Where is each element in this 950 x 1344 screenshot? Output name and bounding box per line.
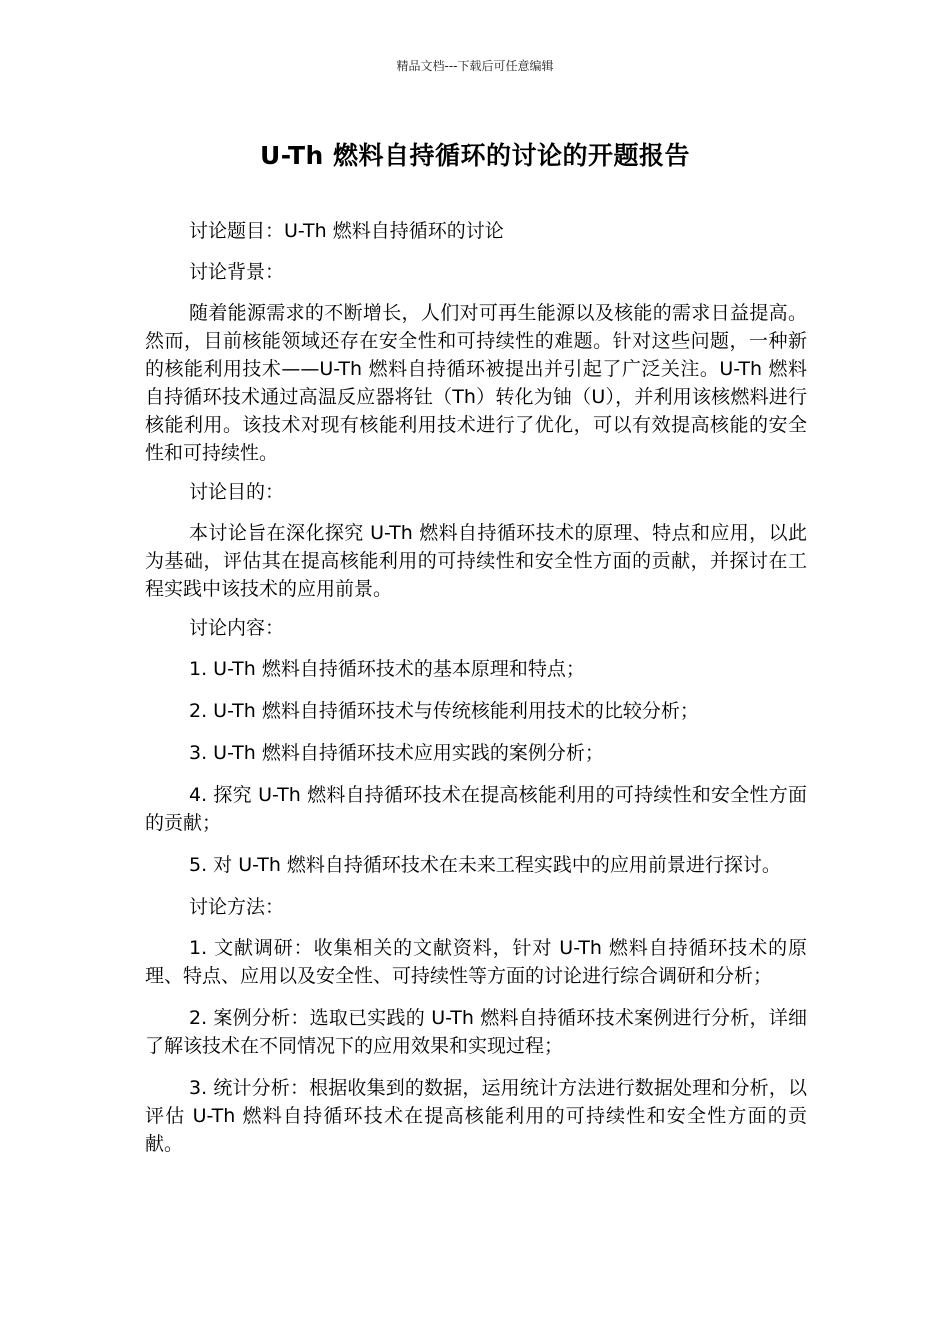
document-body <box>145 217 807 1172</box>
purpose-paragraph: 本讨论旨在深化探究 U-Th 燃料自持循环技术的原理、特点和应用，以此为基础，评估其在提高核能利用的可持续性和安全性方面的贡献，并探讨在工程实践中该技术的应用前景。 <box>145 522 807 600</box>
document-title: U-Th 燃料自持循环的讨论的开题报告 <box>259 141 691 170</box>
topic-line: 讨论题目：U-Th 燃料自持循环的讨论 <box>189 220 504 242</box>
method-heading: 讨论方法： <box>189 896 285 918</box>
content-item: 4. 探究 U-Th 燃料自持循环技术在提高核能利用的可持续性和安全性方面的贡献； <box>145 784 807 834</box>
background-paragraph: 随着能源需求的不断增长，人们对可再生能源以及核能的需求日益提高。然而，目前核能领域还存在安全性和可持续性的难题。针对这些问题，一种新的核能利用技术——U-Th 燃料自持循环被提出并引起了广泛关注。U-Th 燃料自持循环技术通过高温反应器将钍（Th）转化为铀（U），并利用该核燃料进行核能利用。该技术对现有核能利用技术进行了优化，可以有效提高核能的安全性和可持续性。 <box>145 302 807 464</box>
method-item: 3. 统计分析：根据收集到的数据，运用统计方法进行数据处理和分析，以评估 U-Th 燃料自持循环技术在提高核能利用的可持续性和安全性方面的贡献。 <box>145 1077 807 1155</box>
content-item: 5. 对 U-Th 燃料自持循环技术在未来工程实践中的应用前景进行探讨。 <box>189 854 781 876</box>
method-item: 1. 文献调研：收集相关的文献资料，针对 U-Th 燃料自持循环技术的原理、特点、应用以及安全性、可持续性等方面的讨论进行综合调研和分析； <box>145 937 807 987</box>
content-heading: 讨论内容： <box>189 617 285 639</box>
purpose-heading: 讨论目的： <box>189 481 285 503</box>
background-heading: 讨论背景： <box>189 261 285 283</box>
method-item: 2. 案例分析：选取已实践的 U-Th 燃料自持循环技术案例进行分析，详细了解该技术在不同情况下的应用效果和实现过程； <box>145 1007 807 1057</box>
content-item: 2. U-Th 燃料自持循环技术与传统核能利用技术的比较分析； <box>189 700 699 722</box>
content-item: 3. U-Th 燃料自持循环技术应用实践的案例分析； <box>189 742 604 764</box>
page-header: 精品文档---下载后可任意编辑 <box>396 59 554 73</box>
content-item: 1. U-Th 燃料自持循环技术的基本原理和特点； <box>189 658 585 680</box>
